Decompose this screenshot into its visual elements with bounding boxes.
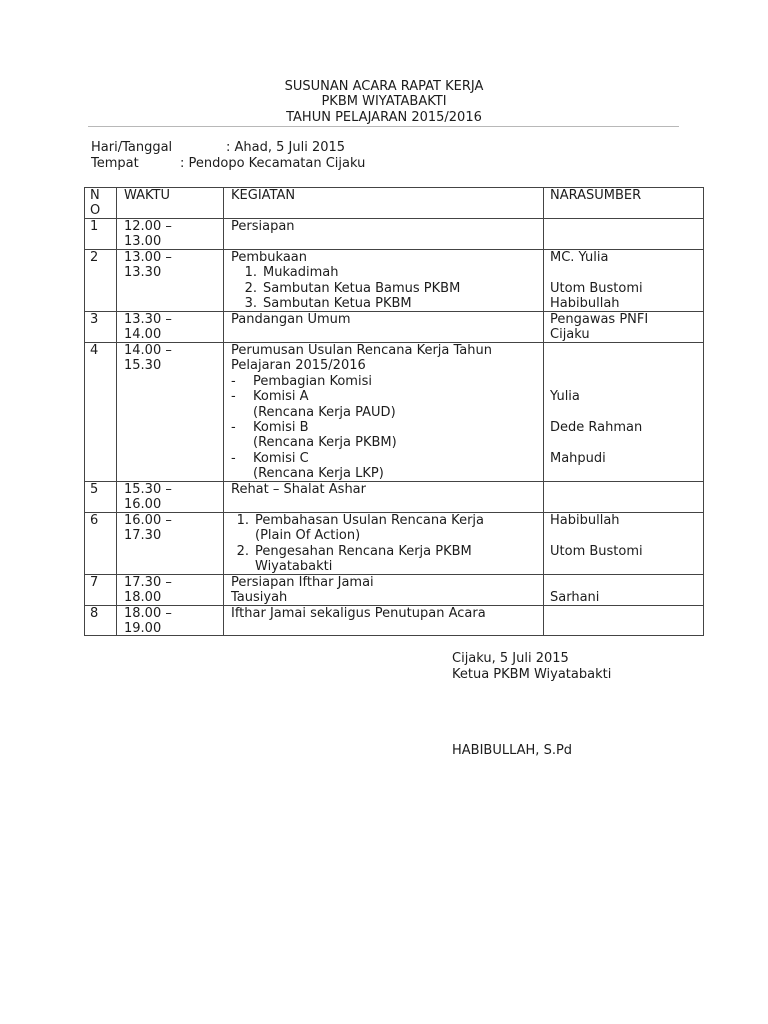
list-item: - Komisi C [231,450,309,466]
date-label: Hari/Tanggal [91,140,173,155]
signature-name: HABIBULLAH, S.Pd [452,743,573,758]
row-4-no: 4 [90,343,99,358]
header-narasumber: NARASUMBER [550,188,642,203]
signature-position: Ketua PKBM Wiyatabakti [452,667,612,682]
col-divider [223,187,224,636]
col-divider [116,187,117,636]
row-6-time: 16.00 – 17.30 [124,513,172,544]
list-item: 2. Sambutan Ketua Bamus PKBM [244,280,461,296]
table-border-bottom [84,635,704,636]
row-8-time: 18.00 – 19.00 [124,606,172,637]
place-label: Tempat [91,156,139,171]
list-item: 1. Mukadimah [244,265,339,281]
document-title [84,79,684,125]
row-4-activity: Perumusan Usulan Rencana Kerja Tahun Pelajaran 2015/2016 - Pembagian Komisi - Komisi A (Rencana Kerja PAUD) - Komisi B (Rencana Kerja PKBM) - Komisi C (Rencana Kerja LKP) [231,343,492,482]
list-item: 1. Pembahasan Usulan Rencana Kerja [236,513,484,528]
header-no: N O [90,188,101,219]
row-7-time: 17.30 – 18.00 [124,575,172,606]
title-line-1: SUSUNAN ACARA RAPAT KERJA [284,79,484,94]
title-divider [88,126,679,127]
table-border-left [84,187,85,636]
row-6-speakers: Habibullah Utom Bustomi [550,513,643,559]
row-2-no: 2 [90,250,99,265]
row-3-speakers: Pengawas PNFI Cijaku [550,312,649,343]
row-8-no: 8 [90,606,99,621]
signature-place-date: Cijaku, 5 Juli 2015 [452,651,569,666]
signature-block [452,651,611,683]
list-item: 3. Sambutan Ketua PKBM [244,296,412,312]
row-1-time: 12.00 – 13.00 [124,219,172,250]
row-1-activity: Persiapan [231,219,295,234]
row-5-activity: Rehat – Shalat Ashar [231,482,366,497]
list-item: - Komisi A [231,389,309,405]
row-7-speakers: Sarhani [550,590,600,606]
place-value: : Pendopo Kecamatan Cijaku [180,156,366,171]
row-5-time: 15.30 – 16.00 [124,482,172,513]
header-kegiatan: KEGIATAN [231,188,296,203]
header-waktu: WAKTU [124,188,171,203]
col-divider [543,187,544,636]
row-1-no: 1 [90,219,99,234]
list-item: 2. Pengesahan Rencana Kerja PKBM [236,543,472,559]
list-item: - Komisi B [231,419,309,435]
title-line-2: PKBM WIYATABAKTI [321,94,447,110]
row-5-no: 5 [90,482,99,497]
row-3-no: 3 [90,312,99,327]
row-4-speakers: Yulia Dede Rahman Mahpudi [550,389,643,466]
row-4-time: 14.00 – 15.30 [124,343,172,374]
row-divider [84,218,704,219]
row-3-time: 13.30 – 14.00 [124,312,172,343]
row-6-no: 6 [90,513,99,528]
row-2-activity: Pembukaan 1. Mukadimah 2. Sambutan Ketua Bamus PKBM 3. Sambutan Ketua PKBM [231,250,461,312]
agenda-table [84,187,704,636]
row-7-activity: Persiapan Ifthar Jamai Tausiyah [231,575,374,606]
list-item: - Pembagian Komisi [231,373,372,389]
row-3-activity: Pandangan Umum [231,312,351,327]
row-7-no: 7 [90,575,99,590]
row-2-time: 13.00 – 13.30 [124,250,172,281]
row-2-speakers: MC. Yulia Utom Bustomi Habibullah [550,250,643,312]
date-value: : Ahad, 5 Juli 2015 [226,140,346,155]
row-8-activity: Ifthar Jamai sekaligus Penutupan Acara [231,606,486,621]
title-line-3: TAHUN PELAJARAN 2015/2016 [286,109,482,125]
row-6-activity: 1. Pembahasan Usulan Rencana Kerja (Plain Of Action) 2. Pengesahan Rencana Kerja PKBM Wiyatabakti [231,513,484,575]
table-border-right [703,187,704,636]
